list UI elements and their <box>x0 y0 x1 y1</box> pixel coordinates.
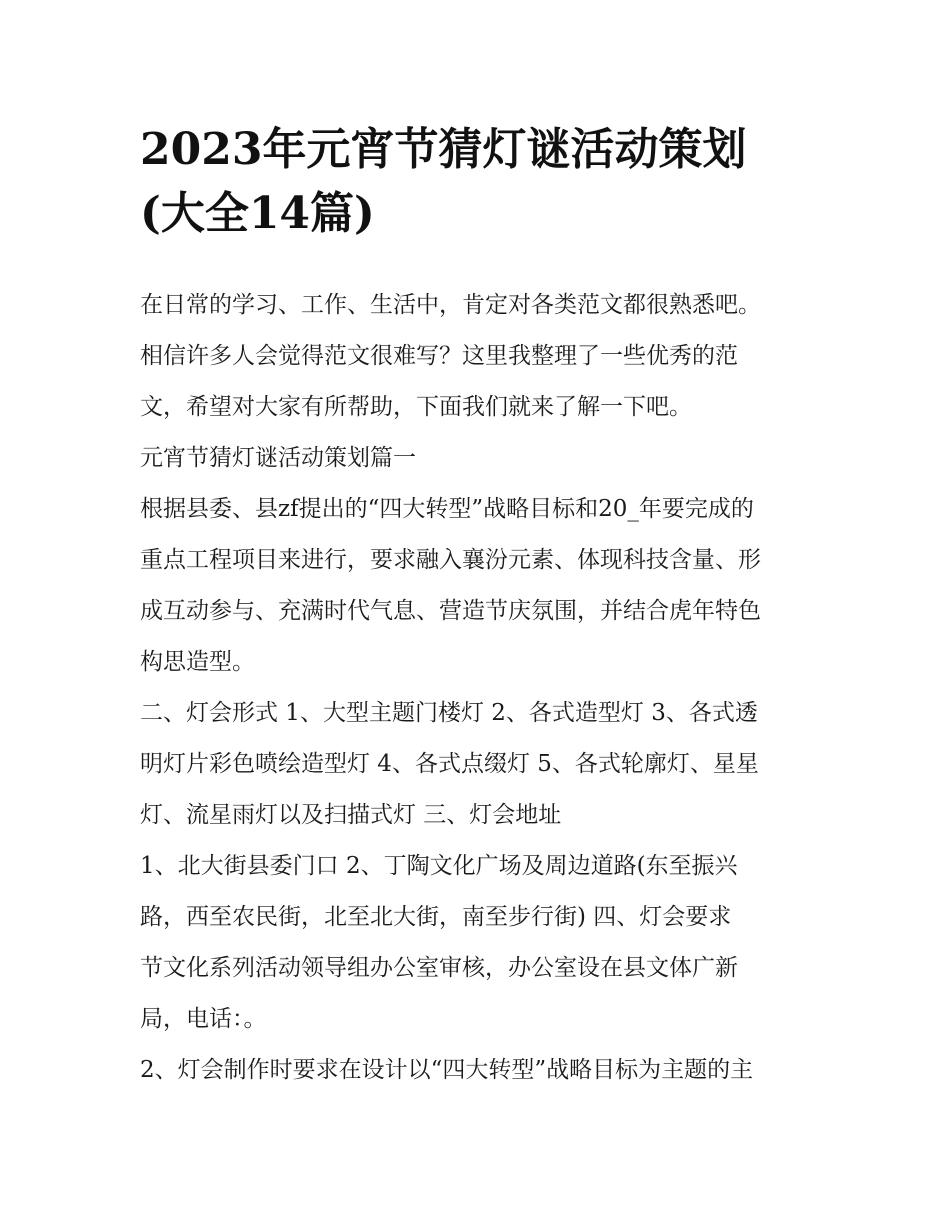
body-line: 1、北大街县委门口 2、丁陶文化广场及周边道路(东至振兴 <box>140 853 738 879</box>
title-line-1: 2023年元宵节猜灯谜活动策划 <box>140 124 747 175</box>
body-line: 重点工程项目来进行，要求融入襄汾元素、体现科技含量、形 <box>140 547 761 573</box>
body-line: 灯、流星雨灯以及扫描式灯 三、灯会地址 <box>140 802 562 828</box>
body-line: 构思造型。 <box>140 649 255 675</box>
body-line: 二、灯会形式 1、大型主题门楼灯 2、各式造型灯 3、各式透 <box>140 700 758 726</box>
body-line: 明灯片彩色喷绘造型灯 4、各式点缀灯 5、各式轮廓灯、星星 <box>140 751 759 777</box>
body-line: 局，电话：。 <box>140 1006 267 1032</box>
body-line: 节文化系列活动领导组办公室审核，办公室设在县文体广新 <box>140 955 738 981</box>
body-line: 根据县委、县zf提出的“四大转型”战略目标和20_年要完成的 <box>140 496 754 522</box>
body-line: 2、灯会制作时要求在设计以“四大转型”战略目标为主题的主 <box>140 1057 754 1083</box>
body-line: 在日常的学习、工作、生活中，肯定对各类范文都很熟悉吧。 <box>140 292 761 318</box>
document-body <box>140 280 840 1096</box>
body-line: 成互动参与、充满时代气息、营造节庆氛围，并结合虎年特色 <box>140 598 761 624</box>
body-line: 路，西至农民街，北至北大街，南至步行街) 四、灯会要求 <box>140 904 732 930</box>
document-title <box>140 118 830 246</box>
body-line: 文，希望对大家有所帮助，下面我们就来了解一下吧。 <box>140 394 692 420</box>
body-line: 相信许多人会觉得范文很难写？这里我整理了一些优秀的范 <box>140 343 738 369</box>
section-heading: 元宵节猜灯谜活动策划篇一 <box>140 445 416 471</box>
title-line-2: (大全14篇) <box>140 188 375 239</box>
